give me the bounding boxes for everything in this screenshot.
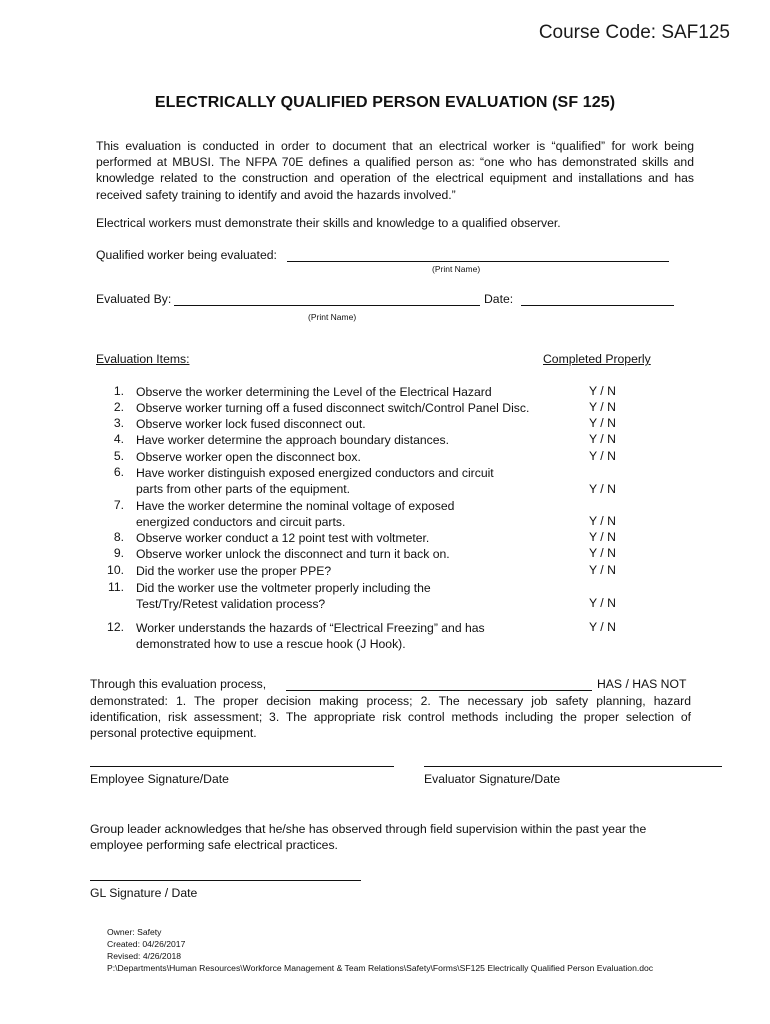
evaluator-signature-line[interactable] (424, 766, 722, 767)
item-text: Have worker distinguish exposed energized conductors and circuit parts from other parts of the equipment. (136, 466, 494, 497)
item-number: 9. (113, 546, 124, 560)
group-leader-paragraph: Group leader acknowledges that he/she has observed through field supervision within the past year the employee performing safe electrical practices. (90, 822, 647, 853)
item-text: Observe worker open the disconnect box. (136, 450, 361, 464)
item-number: 3. (113, 416, 124, 430)
date-input-line[interactable] (521, 305, 674, 306)
item-number: 11. (107, 580, 124, 594)
footer-path: P:\Departments\Human Resources\Workforce Management & Team Relations\Safety\Forms\SF125 Electrically Qualified Person Evaluation.doc (107, 963, 654, 973)
date-label: Date: (484, 292, 514, 306)
footer-created: Created: 04/26/2017 (107, 939, 186, 949)
through-input-line[interactable] (286, 690, 592, 691)
has-has-not-label[interactable]: HAS / HAS NOT (597, 677, 687, 691)
print-name-caption: (Print Name) (432, 264, 481, 274)
qualified-worker-label: Qualified worker being evaluated: (96, 248, 277, 262)
completed-properly-header: Completed Properly (543, 352, 651, 366)
item-text: Observe worker lock fused disconnect out. (136, 417, 366, 431)
through-paragraph: demonstrated: 1. The proper decision making process; 2. The necessary job safety planning, hazard identification, risk assessment; 3. The appropriate risk control methods including the proper selection of personal protective equipment. (90, 694, 691, 741)
item-number: 4. (113, 432, 124, 446)
item-yes-no[interactable]: Y / N (589, 514, 616, 528)
item-number: 12. (107, 620, 124, 634)
item-yes-no[interactable]: Y / N (589, 384, 616, 398)
item-yes-no[interactable]: Y / N (589, 449, 616, 463)
item-yes-no[interactable]: Y / N (589, 620, 616, 634)
course-code: Course Code: SAF125 (538, 22, 730, 43)
item-text: Observe worker unlock the disconnect and turn it back on. (136, 547, 450, 561)
item-yes-no[interactable]: Y / N (589, 482, 616, 496)
item-text: Did the worker use the voltmeter properly including the Test/Try/Retest validation process? (136, 581, 431, 612)
demonstrate-line: Electrical workers must demonstrate their skills and knowledge to a qualified observer. (96, 216, 561, 230)
gl-signature-line[interactable] (90, 880, 361, 881)
intro-paragraph: This evaluation is conducted in order to document that an electrical worker is “qualified” for work being performed at MBUSI. The NFPA 70E defines a qualified person as: “one who has demonstrated skills and knowledge related to the construction and operation of the electrical equipment and installations and has received safety training to identify and avoid the hazards involved.” (96, 139, 694, 202)
through-label: Through this evaluation process, (90, 677, 267, 691)
item-text: Observe worker turning off a fused disconnect switch/Control Panel Disc. (136, 401, 530, 415)
evaluation-items-header: Evaluation Items: (96, 352, 190, 366)
footer-owner: Owner: Safety (107, 927, 162, 937)
qualified-worker-input-line[interactable] (287, 261, 669, 262)
item-yes-no[interactable]: Y / N (589, 432, 616, 446)
footer-revised: Revised: 4/26/2018 (107, 951, 182, 961)
item-text: Observe the worker determining the Level of the Electrical Hazard (136, 385, 492, 399)
item-number: 1. (113, 384, 124, 398)
item-text: Worker understands the hazards of “Electrical Freezing” and has demonstrated how to use a rescue hook (J Hook). (136, 621, 485, 652)
item-number: 7. (113, 498, 124, 512)
item-number: 5. (113, 449, 124, 463)
item-yes-no[interactable]: Y / N (589, 530, 616, 544)
item-yes-no[interactable]: Y / N (589, 416, 616, 430)
employee-signature-label: Employee Signature/Date (90, 772, 229, 786)
item-number: 2. (113, 400, 124, 414)
item-number: 8. (113, 530, 124, 544)
item-yes-no[interactable]: Y / N (589, 546, 616, 560)
item-number: 6. (113, 465, 124, 479)
evaluated-by-label: Evaluated By: (96, 292, 172, 306)
item-text: Observe worker conduct a 12 point test with voltmeter. (136, 531, 430, 545)
evaluator-signature-label: Evaluator Signature/Date (424, 772, 561, 786)
employee-signature-line[interactable] (90, 766, 394, 767)
page-title: ELECTRICALLY QUALIFIED PERSON EVALUATION (SF 125) (154, 94, 616, 111)
item-text: Have worker determine the approach boundary distances. (136, 433, 449, 447)
item-text: Have the worker determine the nominal voltage of exposed energized conductors and circuit parts. (136, 499, 455, 530)
print-name-caption: (Print Name) (308, 312, 357, 322)
document-footer (107, 926, 667, 974)
item-yes-no[interactable]: Y / N (589, 563, 616, 577)
evaluated-by-input-line[interactable] (174, 305, 480, 306)
gl-signature-label: GL Signature / Date (90, 886, 198, 900)
item-number: 10. (107, 563, 124, 577)
item-yes-no[interactable]: Y / N (589, 400, 616, 414)
item-text: Did the worker use the proper PPE? (136, 564, 332, 578)
item-yes-no[interactable]: Y / N (589, 596, 616, 610)
